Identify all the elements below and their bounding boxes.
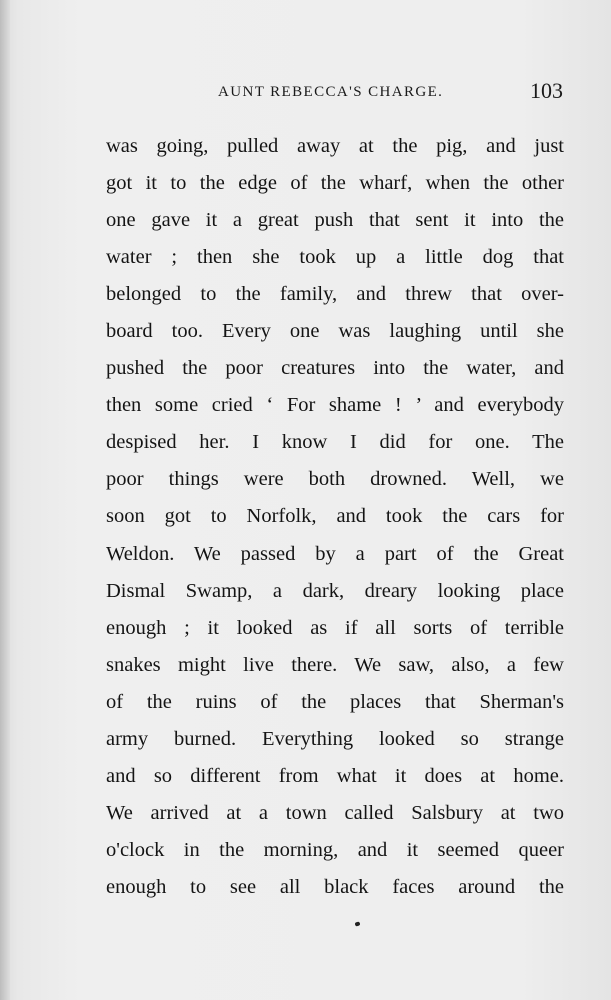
text-line: soon got to Norfolk, and took the cars for	[106, 505, 564, 528]
body-text	[106, 128, 564, 906]
text-line: Weldon. We passed by a part of the Great	[106, 542, 564, 565]
text-line: water ; then she took up a little dog that	[106, 246, 564, 269]
ink-speck	[354, 921, 360, 926]
text-line: enough ; it looked as if all sorts of terrible	[106, 616, 564, 639]
text-line: board too. Every one was laughing until she	[106, 320, 564, 343]
text-line: despised her. I know I did for one. The	[106, 431, 564, 454]
text-line: army burned. Everything looked so strange	[106, 727, 564, 750]
text-line: and so different from what it does at home.	[106, 764, 564, 787]
running-title: AUNT REBECCA'S CHARGE.	[218, 84, 444, 100]
text-line: was going, pulled away at the pig, and just	[106, 135, 564, 157]
text-line: poor things were both drowned. Well, we	[106, 468, 564, 491]
page-header	[0, 78, 611, 108]
text-line: got it to the edge of the wharf, when the other	[106, 172, 564, 195]
page-number: 103	[530, 78, 563, 103]
text-line: Dismal Swamp, a dark, dreary looking place	[106, 579, 564, 602]
text-line: one gave it a great push that sent it into the	[106, 209, 564, 232]
text-line: We arrived at a town called Salsbury at two	[106, 801, 564, 824]
text-line: snakes might live there. We saw, also, a few	[106, 653, 564, 676]
text-line: of the ruins of the places that Sherman's	[106, 690, 564, 713]
text-line: o'clock in the morning, and it seemed queer	[106, 838, 564, 861]
text-line: belonged to the family, and threw that over-	[106, 283, 564, 306]
text-line: pushed the poor creatures into the water, and	[106, 357, 564, 380]
text-line: enough to see all black faces around the	[106, 875, 564, 898]
page-gutter-shadow	[0, 0, 10, 1000]
text-line: then some cried ‘ For shame ! ’ and everybody	[106, 394, 564, 417]
